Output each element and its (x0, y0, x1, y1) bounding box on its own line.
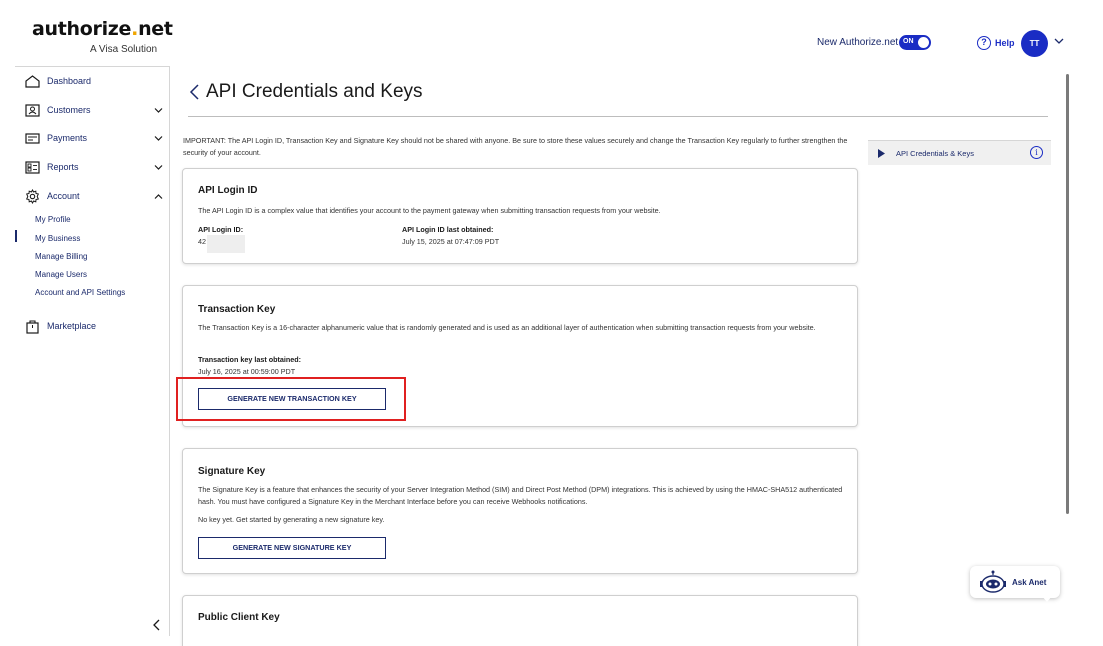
card-title: Signature Key (198, 466, 266, 477)
title-divider (188, 116, 1048, 117)
new-authorize-label: New Authorize.net (817, 37, 899, 48)
sidebar-item-label: Customers (47, 105, 91, 115)
signature-key-status: No key yet. Get started by generating a new signature key. (198, 515, 385, 524)
home-icon (25, 75, 40, 88)
logo-text: authorize (32, 18, 132, 40)
sidebar-sub-my-business[interactable]: My Business (35, 234, 81, 243)
back-chevron-icon[interactable] (188, 83, 200, 101)
sidebar-item-dashboard[interactable] (25, 72, 163, 94)
chevron-down-icon (154, 107, 163, 114)
sidebar-item-marketplace[interactable] (25, 317, 163, 339)
sidebar-sub-account-api-settings[interactable]: Account and API Settings (35, 288, 126, 297)
transaction-key-obtained-label: Transaction key last obtained: (198, 355, 302, 364)
api-login-id-value: 42 (198, 237, 206, 246)
generate-transaction-key-button[interactable]: GENERATE NEW TRANSACTION KEY (198, 388, 386, 410)
logo-tagline: A Visa Solution (90, 44, 158, 55)
logo-dot: . (131, 18, 139, 40)
api-login-card (182, 168, 858, 264)
card-description: The API Login ID is a complex value that identifies your account to the payment gateway when submitting transaction requests from your website. (198, 206, 661, 215)
api-login-obtained-label: API Login ID last obtained: (402, 225, 494, 234)
sidebar-item-customers[interactable] (25, 101, 163, 123)
new-authorize-toggle[interactable] (899, 35, 931, 50)
card-title: API Login ID (198, 185, 258, 196)
active-indicator (15, 230, 17, 242)
page-title: API Credentials and Keys (206, 81, 423, 102)
collapse-sidebar-icon[interactable] (150, 618, 164, 632)
reports-icon (25, 161, 40, 174)
page-nav-label: API Credentials & Keys (896, 149, 974, 158)
ask-anet-button[interactable] (970, 566, 1060, 598)
sidebar-sub-my-profile[interactable]: My Profile (35, 215, 71, 224)
chevron-down-icon (154, 164, 163, 171)
toggle-state-label: ON (903, 38, 914, 45)
page-nav-panel[interactable] (868, 140, 1051, 165)
card-description: The Signature Key is a feature that enhances the security of your Server Integration Method (SIM) and Direct Post Method (DPM) integrations. This is achieved by using the HMAC-SHA512 authenticated hash. You must have configured a Signature Key in the Merchant Interface before you can receive Webhooks notifications. (198, 485, 843, 506)
caret-right-icon (878, 149, 885, 158)
signature-key-card (182, 448, 858, 574)
sidebar-item-label: Account (47, 191, 80, 201)
sidebar-item-payments[interactable] (25, 129, 163, 151)
transaction-key-obtained-value: July 16, 2025 at 00:59:00 PDT (198, 367, 296, 376)
robot-icon (978, 570, 1008, 594)
sidebar-sub-manage-users[interactable]: Manage Users (35, 270, 88, 279)
sidebar-item-reports[interactable] (25, 158, 163, 180)
sidebar-item-label: Marketplace (47, 321, 97, 331)
toggle-knob (918, 37, 929, 48)
masked-value (207, 235, 245, 253)
help-icon[interactable]: ? (977, 36, 991, 50)
ask-anet-label: Ask Anet (1012, 578, 1047, 587)
user-avatar[interactable]: TT (1021, 30, 1048, 57)
highlight-box (176, 377, 406, 421)
sidebar-item-label: Dashboard (47, 76, 92, 86)
card-title: Public Client Key (198, 612, 280, 623)
top-header (0, 0, 1103, 66)
sidebar-sub-manage-billing[interactable]: Manage Billing (35, 252, 88, 261)
chevron-up-icon (154, 193, 163, 200)
help-link[interactable]: Help (995, 38, 1015, 48)
sidebar-item-label: Payments (47, 133, 88, 143)
sidebar-nav (15, 66, 170, 636)
scrollbar-thumb[interactable] (1066, 74, 1069, 514)
card-description: The Transaction Key is a 16-character alphanumeric value that is randomly generated and is used as an additional layer of authentication when submitting transaction requests from your website. (198, 323, 816, 332)
logo-net: net (138, 18, 173, 40)
payments-icon (25, 132, 40, 145)
info-icon[interactable]: i (1030, 146, 1043, 159)
customers-icon (25, 104, 40, 117)
public-client-key-card (182, 595, 858, 646)
gear-icon (25, 189, 40, 204)
api-login-obtained-value: July 15, 2025 at 07:47:09 PDT (402, 237, 500, 246)
generate-signature-key-button[interactable]: GENERATE NEW SIGNATURE KEY (198, 537, 386, 559)
sidebar-item-label: Reports (47, 162, 79, 172)
api-login-id-label: API Login ID: (198, 225, 244, 234)
bag-icon (25, 319, 40, 334)
authorize-net-logo[interactable] (32, 18, 173, 55)
card-title: Transaction Key (198, 304, 276, 315)
chevron-down-icon[interactable] (1054, 37, 1064, 45)
important-notice: IMPORTANT: The API Login ID, Transaction Key and Signature Key should not be shared with anyone. Be sure to store these values securely and change the Transaction Key regularly to further strengthen the security of your account. (183, 136, 848, 157)
speech-tail (1042, 596, 1052, 602)
chevron-down-icon (154, 135, 163, 142)
sidebar-item-account[interactable] (25, 187, 163, 209)
